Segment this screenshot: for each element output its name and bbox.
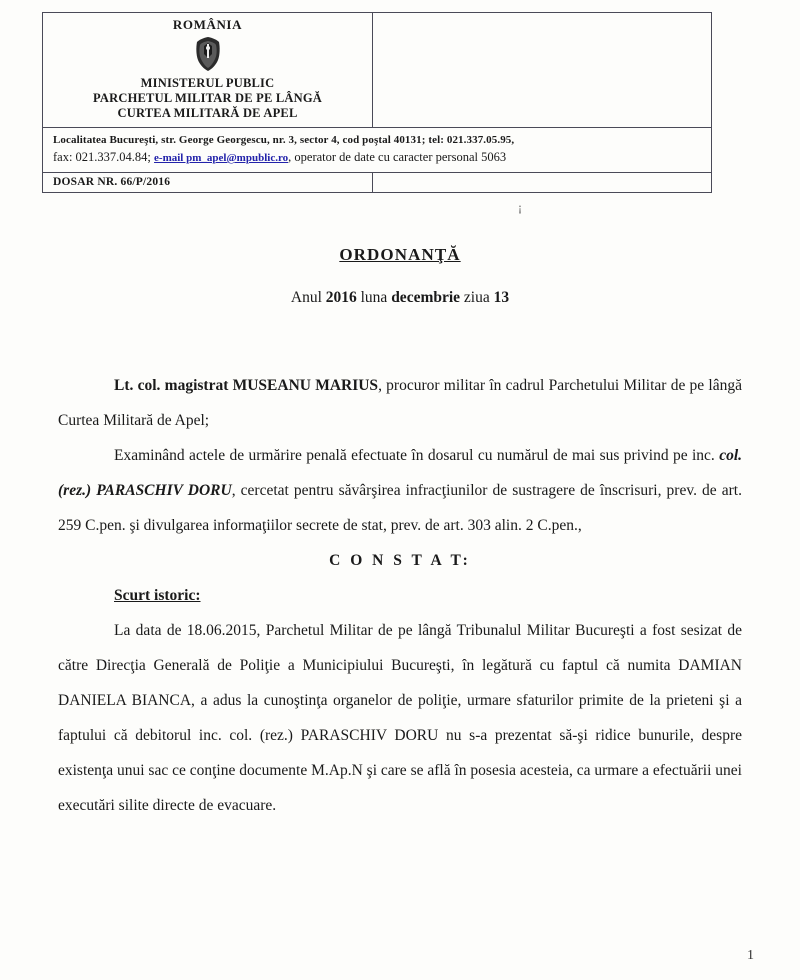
paragraph-history: La data de 18.06.2015, Parchetul Militar de pe lângă Tribunalul Militar Bucureşti a fost sesizat de către Direcţia Generală de Poliţie a Municipiului Bucureşti, în legătură cu faptul că numita DAMIAN DANIELA BIANCA, a adus la cunoştinţa organelor de poliţie, urmare sfaturilor primite de la prieteni şi a faptului că debitorul inc. col. (rez.) PARASCHIV DORU nu s-a prezentat să-şi ridice bunurile, despre existenţa unui sac ce conţine documente M.Ap.N şi care se află în posesia acesteia, ca urmare a efectuării unei executări silite directe de evacuare. <box>58 622 742 814</box>
org-line-3: CURTEA MILITARĂ DE APEL <box>117 106 298 120</box>
stray-ink-mark: ¡ <box>518 200 522 214</box>
operator-text: , operator de date cu caracter personal 5063 <box>288 150 507 164</box>
date-prefix: Anul <box>290 289 326 306</box>
prosecutor-name: Lt. col. magistrat MUSEANU MARIUS <box>114 377 379 394</box>
country-name: ROMÂNIA <box>172 17 243 32</box>
romanian-coat-of-arms-icon <box>191 35 225 73</box>
defendant-name: col. (rez.) PARASCHIV DORU <box>58 447 742 499</box>
page-number: 1 <box>747 948 754 963</box>
org-line-2: PARCHETUL MILITAR DE PE LÂNGĂ <box>93 91 322 105</box>
date-month: decembrie <box>391 289 461 306</box>
date-day: 13 <box>493 289 510 306</box>
case-number-blank-cell <box>373 173 711 192</box>
fax-text: fax: 021.337.04.84; <box>53 150 155 164</box>
letterhead-identity <box>43 13 373 127</box>
examination-text-post: , cercetat pentru săvârşirea infracţiunilor de sustragere de înscrisuri, prev. de art. 259 C.pen. şi divulgarea informaţiilor secrete de stat, prev. de art. 303 alin. 2 C.pen., <box>58 482 742 534</box>
date-post: ziua <box>460 289 494 306</box>
constat-heading: C O N S T A T: <box>329 552 471 569</box>
paragraph-examination <box>58 438 742 543</box>
org-line-1: MINISTERUL PUBLIC <box>140 76 275 90</box>
letterhead-top <box>43 13 711 128</box>
letterhead-right-blank <box>373 13 711 127</box>
date-year: 2016 <box>325 289 357 306</box>
page-title: ORDONANŢĂ <box>339 245 461 264</box>
examination-text-pre: Examinând actele de urmărire penală efectuate în dosarul cu numărul de mai sus privind pe inc. <box>114 447 720 464</box>
email-link[interactable]: e-mail pm_apel@mpublic.ro <box>154 152 289 164</box>
organization-name <box>47 76 368 121</box>
contact-address-line: Localitatea Bucureşti, str. George Georgescu, nr. 3, sector 4, cod poştal 40131; tel: 021.337.05.95, <box>53 134 515 146</box>
case-number-row <box>43 173 711 192</box>
section-heading-history: Scurt istoric: <box>114 587 201 604</box>
contact-block <box>43 128 711 173</box>
date-mid: luna <box>356 289 392 306</box>
letterhead <box>42 12 712 193</box>
paragraph-prosecutor <box>58 368 742 438</box>
document-body <box>58 368 742 823</box>
case-number: DOSAR NR. 66/P/2016 <box>43 173 373 192</box>
document-date <box>0 289 800 307</box>
prosecutor-role: , procuror militar în cadrul Parchetului Militar de pe lângă Curtea Militară de Apel; <box>58 377 742 429</box>
contact-fax-line <box>53 149 703 167</box>
